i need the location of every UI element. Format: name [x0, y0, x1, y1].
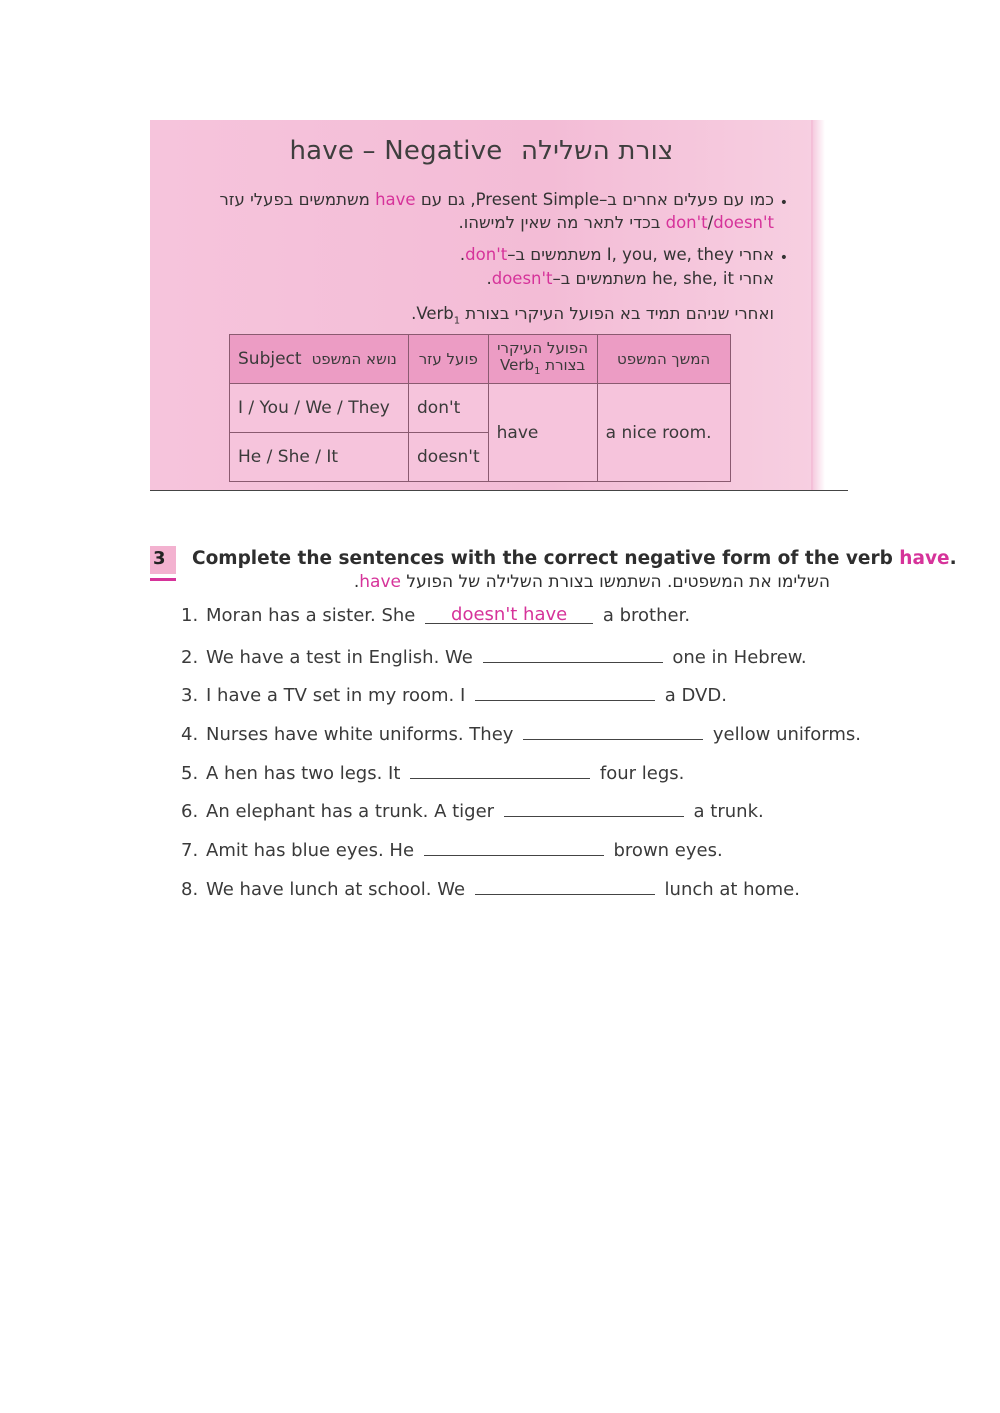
- answer-blank[interactable]: [410, 760, 590, 779]
- section-divider: [150, 490, 848, 491]
- exercise-title-end: .: [949, 548, 957, 569]
- rule-2-line-1: [460, 245, 774, 264]
- answer-blank[interactable]: [425, 605, 593, 624]
- rule-1-line-2: [458, 213, 774, 232]
- item-before: We have a test in English. We: [206, 647, 473, 668]
- exercise-number: 3: [150, 546, 176, 574]
- rule-1-text-d: בכדי לתאר מה שאין למישהו.: [458, 213, 666, 232]
- header-verb-en: Verb: [500, 356, 535, 375]
- item-number: 7.: [181, 840, 199, 861]
- bullet-icon: •: [779, 250, 788, 266]
- rule-3-verb-form: [416, 304, 461, 327]
- item-number: 1.: [181, 605, 199, 626]
- rule-2-use-b: משתמשים ב–: [552, 269, 653, 288]
- exercise-number-underline: [150, 578, 176, 581]
- rule-1-text-a: כמו עם פעלים אחרים ב–: [599, 190, 774, 209]
- header-verb-he-2: בצורת: [545, 356, 586, 375]
- rule-1-text-c: משתמשים בפעלי עזר: [219, 190, 376, 209]
- answer-blank[interactable]: [504, 798, 684, 817]
- item-before: Amit has blue eyes. He: [206, 840, 415, 861]
- item-after: a DVD.: [664, 685, 727, 706]
- exercise-title-text: Complete the sentences with the correct negative form of the verb: [192, 548, 900, 569]
- exercise-subtitle-end: .: [353, 572, 360, 592]
- list-item: [181, 605, 690, 626]
- header-verb-he-1: הפועל העיקרי: [497, 339, 589, 358]
- grammar-title: [150, 136, 813, 166]
- row-2-aux: doesn't: [409, 433, 489, 482]
- item-number: 6.: [181, 801, 199, 822]
- list-item: [181, 721, 861, 745]
- rule-3-text: ואחרי שניהם תמיד בא הפועל העיקרי בצורת: [460, 304, 774, 323]
- rule-1-have: have: [375, 190, 416, 209]
- rule-1-doesnt: doesn't: [713, 213, 774, 232]
- rule-3-sub: 1: [453, 315, 461, 327]
- answer-blank[interactable]: [523, 721, 703, 740]
- rule-1-line-1: [219, 190, 774, 209]
- list-item: [181, 798, 764, 822]
- item-before: A hen has two legs. It: [206, 763, 401, 784]
- row-1-aux: don't: [409, 384, 489, 433]
- exercise-subtitle-have: have: [359, 572, 401, 592]
- item-before: We have lunch at school. We: [206, 879, 466, 900]
- row-2-subject: He / She / It: [230, 433, 409, 482]
- exercise-subtitle: [354, 572, 830, 592]
- rule-2-dont: don't: [465, 245, 508, 264]
- rule-2-pronouns-singular: he, she, it: [652, 269, 734, 288]
- header-subject: [230, 335, 409, 384]
- item-number: 5.: [181, 763, 199, 784]
- item-after: lunch at home.: [664, 879, 800, 900]
- rule-1-auxiliaries: [666, 213, 774, 232]
- item-number: 4.: [181, 724, 199, 745]
- item-after: one in Hebrew.: [672, 647, 807, 668]
- header-verb: [488, 335, 597, 384]
- header-rest: המשך המשפט: [597, 335, 730, 384]
- list-item: [181, 760, 684, 784]
- answer-blank[interactable]: [424, 837, 604, 856]
- row-1-subject: I / You / We / They: [230, 384, 409, 433]
- rule-3: [411, 304, 774, 326]
- header-verb-sub: 1: [534, 366, 541, 378]
- list-item: [181, 837, 723, 861]
- answer-blank[interactable]: [475, 682, 655, 701]
- title-he: צורת השלילה: [520, 136, 674, 166]
- rule-2-pronouns-plural: I, you, we, they: [606, 245, 734, 264]
- rule-2-use-a: משתמשים ב–: [507, 245, 607, 264]
- item-before: I have a TV set in my room. I: [206, 685, 466, 706]
- rule-1-present-simple: Present Simple: [475, 190, 600, 209]
- item-after: yellow uniforms.: [712, 724, 861, 745]
- rule-1-text-b: , גם עם: [415, 190, 476, 209]
- bullet-icon: •: [779, 195, 788, 211]
- title-en: have – Negative: [289, 136, 503, 166]
- item-before: An elephant has a trunk. A tiger: [206, 801, 495, 822]
- rule-1-dont: don't: [665, 213, 708, 232]
- rule-2-line-2: [486, 269, 774, 288]
- header-verb-line-2: [497, 357, 589, 378]
- table-row: [230, 384, 731, 433]
- rule-2-doesnt: doesn't: [491, 269, 553, 288]
- grammar-table: [229, 334, 731, 482]
- item-number: 2.: [181, 647, 199, 668]
- answer-text: doesn't have: [451, 604, 568, 625]
- item-before: Nurses have white uniforms. They: [206, 724, 514, 745]
- rule-2-after-a: אחרי: [733, 245, 774, 264]
- header-subject-en: Subject: [238, 349, 302, 369]
- exercise-title-have: have: [899, 548, 950, 569]
- table-header-row: [230, 335, 731, 384]
- rule-2-end-b: .: [486, 269, 492, 288]
- answer-blank[interactable]: [483, 644, 663, 663]
- rule-1-slash: /: [707, 213, 714, 232]
- answer-blank[interactable]: [475, 876, 655, 895]
- item-after: a brother.: [602, 605, 691, 626]
- exercise-subtitle-text: השלימו את המשפטים. השתמשו בצורת השלילה של הפועל: [401, 572, 830, 592]
- header-aux: פועל עזר: [409, 335, 489, 384]
- list-item: [181, 876, 800, 900]
- rule-2-end-a: .: [459, 245, 466, 264]
- rule-3-verb: Verb: [416, 304, 454, 323]
- item-after: a trunk.: [693, 801, 764, 822]
- header-subject-he: נושא המשפט: [311, 350, 397, 368]
- rule-2-after-b: אחרי: [733, 269, 774, 288]
- item-after: four legs.: [599, 763, 685, 784]
- item-number: 3.: [181, 685, 199, 706]
- list-item: [181, 644, 807, 668]
- exercise-title: [192, 548, 957, 569]
- item-before: Moran has a sister. She: [206, 605, 416, 626]
- list-item: [181, 682, 727, 706]
- rule-3-end: .: [411, 304, 417, 323]
- item-after: brown eyes.: [613, 840, 723, 861]
- verb-cell: have: [488, 384, 597, 482]
- item-number: 8.: [181, 879, 199, 900]
- rest-cell: a nice room.: [597, 384, 730, 482]
